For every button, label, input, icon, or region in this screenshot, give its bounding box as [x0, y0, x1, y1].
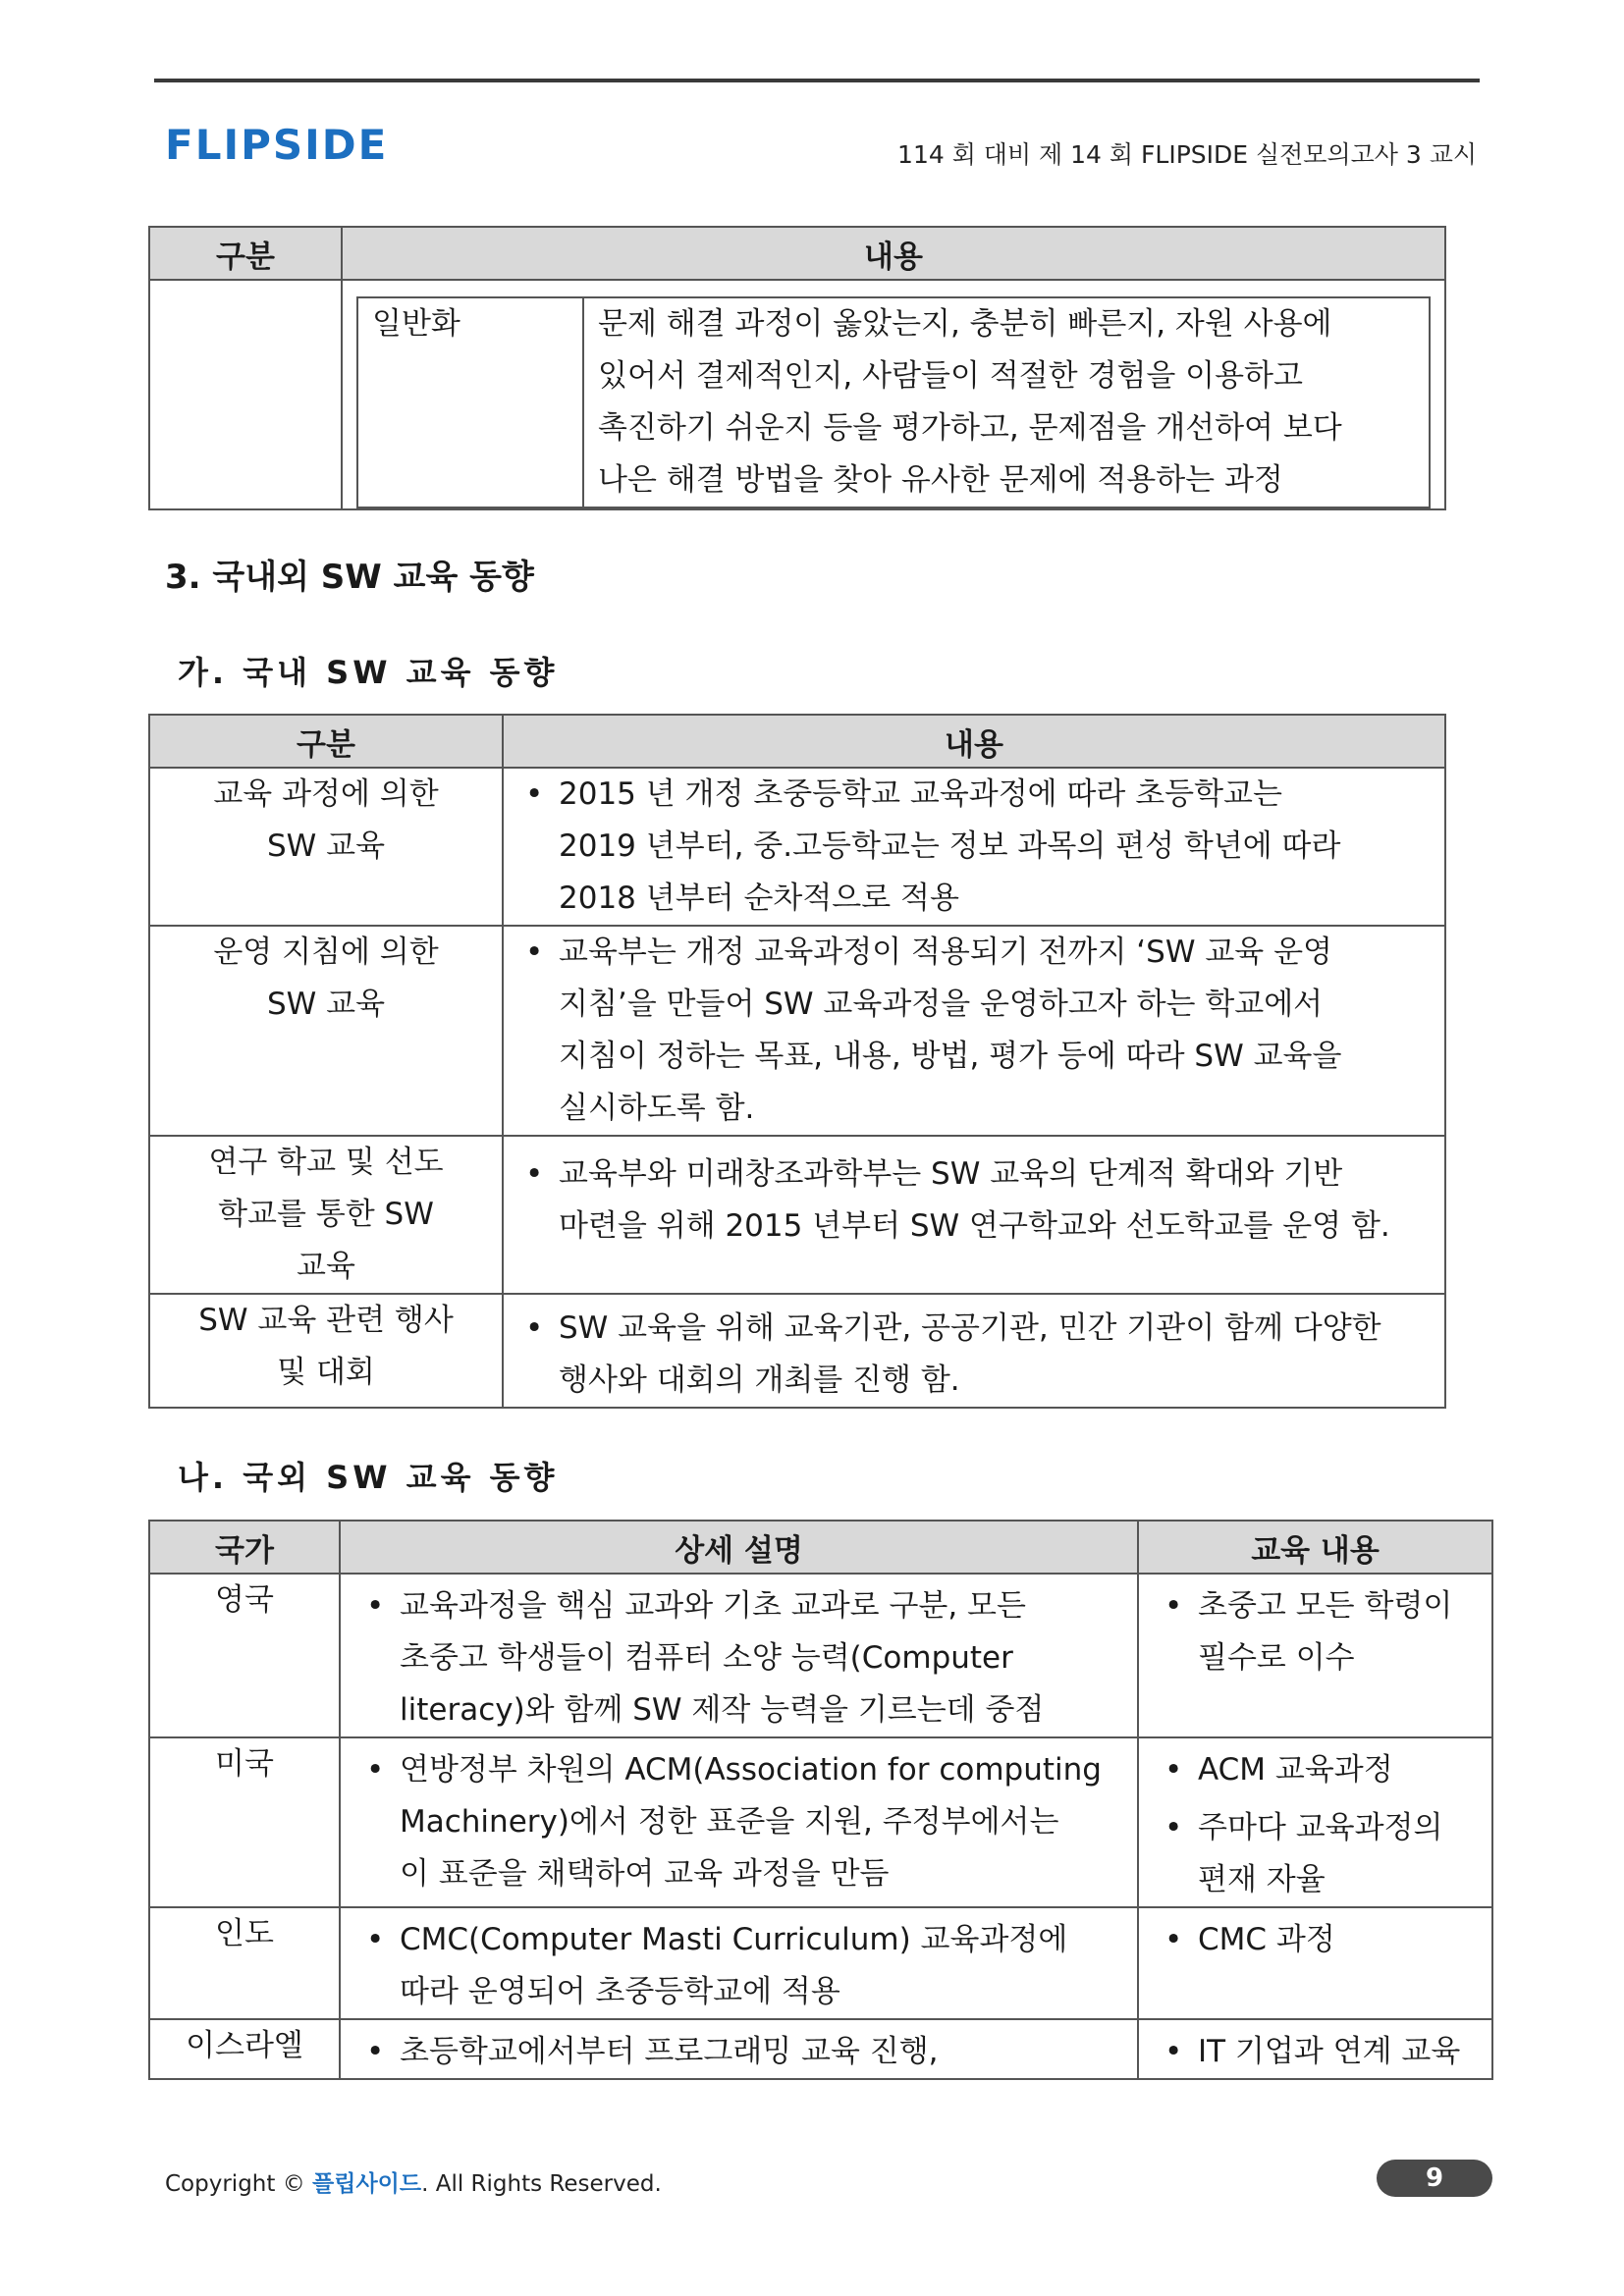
overseas-sw-education-table	[148, 1520, 1493, 2080]
content-line: 지침이 정하는 목표, 내용, 방법, 평가 등에 따라 SW 교육을	[559, 1039, 1342, 1074]
table-row	[149, 926, 1445, 1136]
content-line: 마련을 위해 2015 년부터 SW 연구학교와 선도학교를 운영 함.	[559, 1208, 1390, 1244]
content-cell	[342, 280, 1445, 509]
detail-line: 초중고 학생들이 컴퓨터 소양 능력(Computer	[400, 1640, 1013, 1676]
subsection-title-overseas: 나. 국외 SW 교육 동향	[178, 1459, 559, 1496]
generalization-table	[148, 226, 1446, 510]
inner-table	[356, 296, 1431, 508]
category-line: SW 교육	[266, 987, 386, 1022]
content-line: 실시하도록 함.	[559, 1091, 755, 1126]
content-line: 필수로 이수	[1198, 1640, 1355, 1676]
bullet-item	[521, 769, 1431, 925]
detail-cell	[340, 1907, 1138, 2019]
table-header-content: 내용	[503, 715, 1445, 768]
category-cell	[149, 768, 503, 926]
bullet-item	[362, 1580, 1123, 1736]
domestic-sw-education-table	[148, 714, 1446, 1409]
logo-text: FLIPSIDE	[165, 121, 389, 169]
category-line: 및 대회	[277, 1355, 375, 1390]
content-cell	[503, 1294, 1445, 1408]
detail-line: 따라 운영되어 초중등학교에 적용	[400, 1974, 840, 2009]
bullet-item	[521, 927, 1431, 1135]
content-line: • SW 교육을 위해 교육기관, 공공기관, 민간 기관이 함께 다양한	[559, 1310, 1381, 1346]
content-line: • 초중고 모든 학령이	[1198, 1588, 1453, 1624]
detail-line: • 연방정부 차원의 ACM(Association for computing	[400, 1752, 1102, 1788]
term-generalization: 일반화	[357, 297, 583, 507]
country-cell: 미국	[149, 1737, 340, 1907]
bullet-item	[1161, 1914, 1478, 1966]
education-content-cell	[1138, 1737, 1492, 1907]
detail-line: Machinery)에서 정한 표준을 지원, 주정부에서는	[400, 1804, 1059, 1840]
content-line: • 교육부와 미래창조과학부는 SW 교육의 단계적 확대와 기반	[559, 1156, 1343, 1192]
content-line: • 2015 년 개정 초중등학교 교육과정에 따라 초등학교는	[559, 776, 1282, 812]
content-cell	[503, 1136, 1445, 1294]
content-line: 2019 년부터, 중.고등학교는 정보 과목의 편성 학년에 따라	[559, 828, 1341, 864]
category-line: SW 교육	[266, 828, 386, 864]
flipside-logo	[165, 121, 389, 169]
desc-line: 촉진하기 쉬운지 등을 평가하고, 문제점을 개선하여 보다	[598, 410, 1342, 446]
category-line: 학교를 통한 SW	[218, 1197, 434, 1232]
country-cell: 인도	[149, 1907, 340, 2019]
table-header-country: 국가	[149, 1521, 340, 1574]
category-line: 운영 지침에 의한	[213, 934, 439, 970]
content-cell	[503, 926, 1445, 1136]
detail-line: • 교육과정을 핵심 교과와 기초 교과로 구분, 모든	[400, 1588, 1026, 1624]
bullet-item	[1161, 1744, 1478, 1796]
category-line: 연구 학교 및 선도	[208, 1145, 444, 1180]
detail-cell	[340, 1574, 1138, 1737]
table-row	[149, 1907, 1492, 2019]
content-line: 행사와 대회의 개최를 진행 함.	[559, 1362, 960, 1398]
copyright-suffix: . All Rights Reserved.	[421, 2171, 662, 2197]
content-line: • 교육부는 개정 교육과정이 적용되기 전까지 ‘SW 교육 운영	[559, 934, 1332, 970]
desc-line: 나은 해결 방법을 찾아 유사한 문제에 적용하는 과정	[598, 462, 1283, 498]
table-row	[149, 1574, 1492, 1737]
table-row	[149, 1294, 1445, 1408]
category-cell	[149, 1294, 503, 1408]
desc-line: 문제 해결 과정이 옳았는지, 충분히 빠른지, 자원 사용에	[598, 306, 1332, 342]
education-content-cell	[1138, 1574, 1492, 1737]
category-cell	[149, 1136, 503, 1294]
detail-line: • CMC(Computer Masti Curriculum) 교육과정에	[400, 1922, 1068, 1957]
bullet-item	[1161, 1580, 1478, 1684]
content-line: • IT 기업과 연계 교육	[1198, 2034, 1461, 2069]
table-header-content: 내용	[342, 227, 1445, 280]
content-line: 편재 자율	[1198, 1862, 1326, 1897]
table-header-category: 구분	[149, 715, 503, 768]
content-line: 2018 년부터 순차적으로 적용	[559, 881, 959, 916]
subsection-title-domestic: 가. 국내 SW 교육 동향	[178, 654, 559, 691]
section-title: 3. 국내외 SW 교육 동향	[165, 558, 534, 597]
table-header-category: 구분	[149, 227, 342, 280]
education-content-cell	[1138, 2019, 1492, 2079]
content-line: • ACM 교육과정	[1198, 1752, 1393, 1788]
page-number-badge: 9	[1377, 2160, 1492, 2197]
copyright-prefix: Copyright ©	[165, 2171, 305, 2197]
bullet-item	[1161, 1802, 1478, 1906]
bullet-item	[362, 1744, 1123, 1900]
category-cell	[149, 926, 503, 1136]
table-header-content: 교육 내용	[1138, 1521, 1492, 1574]
bullet-item	[1161, 2026, 1478, 2078]
footer-brand: 플립사이드	[312, 2171, 422, 2197]
detail-line: • 초등학교에서부터 프로그래밍 교육 진행,	[400, 2034, 939, 2069]
content-line: 지침’을 만들어 SW 교육과정을 운영하고자 하는 학교에서	[559, 987, 1324, 1022]
country-cell: 이스라엘	[149, 2019, 340, 2079]
content-cell	[503, 768, 1445, 926]
table-row	[149, 1136, 1445, 1294]
table-row	[149, 2019, 1492, 2079]
term-description	[583, 297, 1430, 507]
category-cell	[149, 280, 342, 509]
document-header-title: 114 회 대비 제 14 회 FLIPSIDE 실전모의고사 3 교시	[897, 140, 1477, 169]
bullet-item	[362, 1914, 1123, 2018]
detail-line: literacy)와 함께 SW 제작 능력을 기르는데 중점	[400, 1692, 1045, 1728]
table-header-detail: 상세 설명	[340, 1521, 1138, 1574]
category-line: 교육 과정에 의한	[213, 776, 439, 812]
education-content-cell	[1138, 1907, 1492, 2019]
table-row	[149, 1737, 1492, 1907]
content-line: • CMC 과정	[1198, 1922, 1335, 1957]
bullet-item	[521, 1303, 1431, 1407]
bullet-item	[362, 2026, 1123, 2078]
footer-copyright	[165, 2165, 662, 2198]
content-line: • 주마다 교육과정의	[1198, 1810, 1443, 1845]
category-line: 교육	[297, 1249, 355, 1284]
country-cell: 영국	[149, 1574, 340, 1737]
table-row	[149, 768, 1445, 926]
desc-line: 있어서 결제적인지, 사람들이 적절한 경험을 이용하고	[598, 358, 1303, 394]
detail-line: 이 표준을 채택하여 교육 과정을 만듬	[400, 1856, 890, 1892]
detail-cell	[340, 2019, 1138, 2079]
detail-cell	[340, 1737, 1138, 1907]
category-line: SW 교육 관련 행사	[198, 1303, 454, 1338]
bullet-item	[521, 1148, 1431, 1253]
header-rule	[154, 79, 1480, 82]
